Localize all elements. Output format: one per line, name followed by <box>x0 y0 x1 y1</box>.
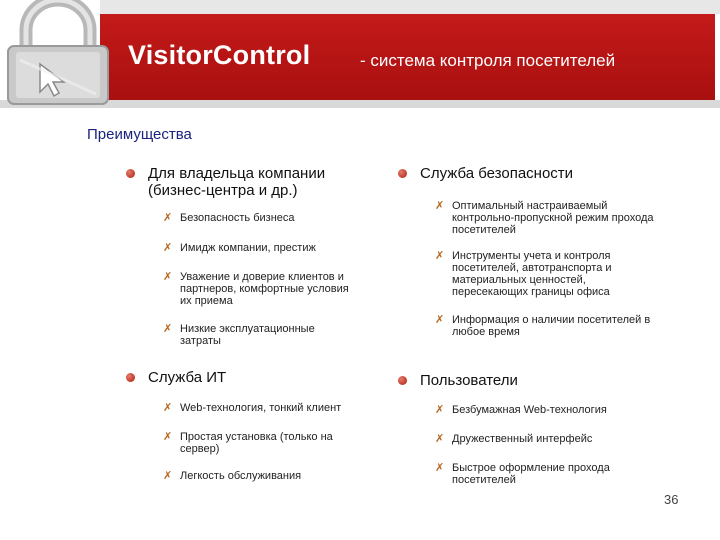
list-item-text: Быстрое оформление прохода <box>452 462 610 474</box>
app-subtitle: - система контроля посетителей <box>360 51 616 70</box>
cross-marker-icon: ✗ <box>163 242 173 254</box>
list-item-text: Web-технология, тонкий клиент <box>180 402 342 414</box>
category-owner-title-line2: (бизнес-центра и др.) <box>148 182 298 199</box>
category-security <box>420 165 573 182</box>
category-owner <box>148 165 325 199</box>
list-item-text: партнеров, комфортные условия <box>180 283 349 295</box>
header-top-band <box>100 0 720 14</box>
page-number: 36 <box>664 492 679 507</box>
cross-marker-icon: ✗ <box>435 462 445 474</box>
list-item-text: материальных ценностей, <box>452 274 586 286</box>
list-item <box>163 271 349 307</box>
list-item-text: контрольно-пропускной режим прохода <box>452 212 654 224</box>
list-item-text: посетителей <box>452 474 516 486</box>
list-item-text: Безбумажная Web-технология <box>452 404 607 416</box>
list-item-text: Безопасность бизнеса <box>180 212 295 224</box>
header <box>0 0 720 110</box>
list-item <box>435 314 651 338</box>
cross-marker-icon: ✗ <box>163 323 173 335</box>
list-item <box>163 470 302 482</box>
cross-marker-icon: ✗ <box>435 404 445 416</box>
list-item <box>163 242 316 254</box>
cross-marker-icon: ✗ <box>435 433 445 445</box>
list-item-text: Легкость обслуживания <box>180 470 302 482</box>
list-item <box>163 212 295 224</box>
padlock-icon <box>0 0 120 108</box>
cross-marker-icon: ✗ <box>163 470 173 482</box>
list-item <box>435 433 593 445</box>
cross-marker-icon: ✗ <box>163 402 173 414</box>
cross-marker-icon: ✗ <box>435 314 445 326</box>
bullet-icon <box>398 376 407 385</box>
cross-marker-icon: ✗ <box>163 212 173 224</box>
list-item-text: Имидж компании, престиж <box>180 242 316 254</box>
section-title: Преимущества <box>87 126 192 143</box>
category-security-title: Служба безопасности <box>420 165 574 182</box>
app-title: VisitorControl <box>128 40 311 70</box>
list-item-text: затраты <box>180 335 221 347</box>
list-item-text: посетителей <box>452 224 516 236</box>
list-item-text: Оптимальный настраиваемый <box>452 200 608 212</box>
list-item-text: Информация о наличии посетителей в <box>452 314 651 326</box>
cross-marker-icon: ✗ <box>163 271 173 283</box>
cross-marker-icon: ✗ <box>435 250 445 262</box>
list-item-text: пересекающих границы офиса <box>452 286 610 298</box>
list-item <box>435 200 654 236</box>
list-item <box>435 404 607 416</box>
list-item <box>163 431 333 455</box>
bullet-icon <box>398 169 407 178</box>
list-item-text: Низкие эксплуатационные <box>180 323 315 335</box>
list-item-text: сервер) <box>180 443 220 455</box>
category-it-title: Служба ИТ <box>148 369 227 386</box>
cross-marker-icon: ✗ <box>435 200 445 212</box>
category-users-title: Пользователи <box>420 372 518 389</box>
list-item <box>163 323 315 347</box>
list-item-text: посетителей, автотранспорта и <box>452 262 612 274</box>
category-owner-title-line1: Для владельца компании <box>148 165 326 182</box>
list-item <box>163 402 342 414</box>
category-users <box>420 372 518 389</box>
list-item-text: любое время <box>452 326 520 338</box>
bullet-icon <box>126 373 135 382</box>
list-item <box>435 250 612 298</box>
list-item-text: Дружественный интерфейс <box>452 433 593 445</box>
list-item-text: Уважение и доверие клиентов и <box>180 271 344 283</box>
list-item-text: их приема <box>180 295 233 307</box>
category-it <box>148 369 226 386</box>
list-item <box>435 462 610 486</box>
list-item-text: Инструменты учета и контроля <box>452 250 611 262</box>
list-item-text: Простая установка (только на <box>180 431 333 443</box>
bullet-icon <box>126 169 135 178</box>
cross-marker-icon: ✗ <box>163 431 173 443</box>
